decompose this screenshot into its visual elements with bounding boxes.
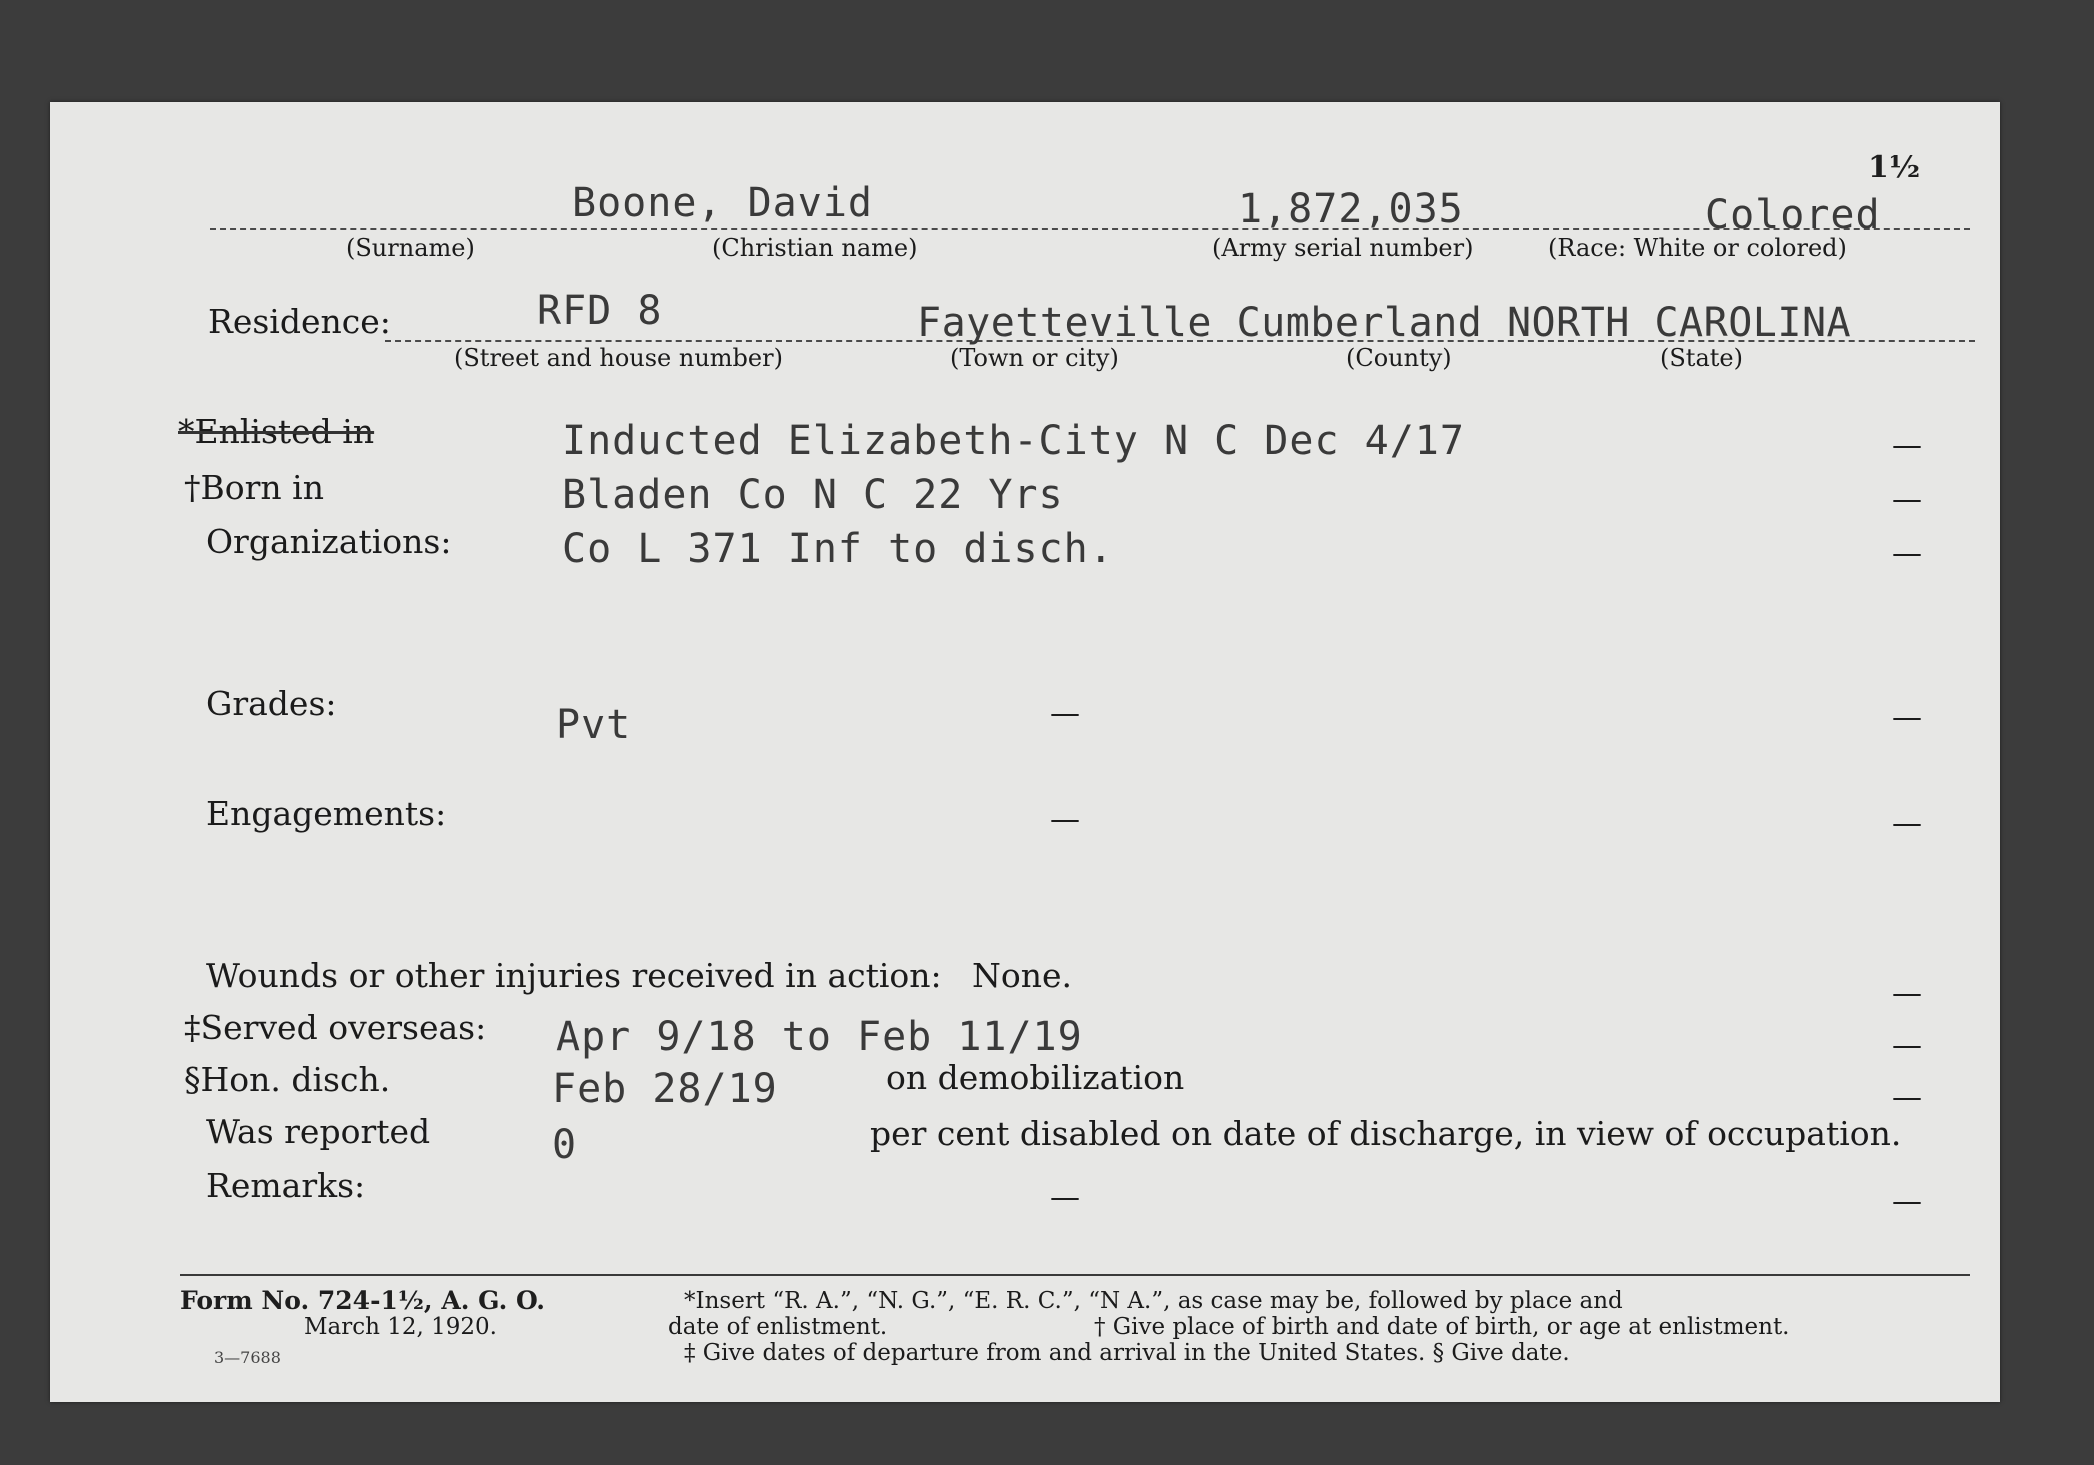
born-value: Bladen Co N C 22 Yrs — [562, 472, 1064, 518]
caption-surname: (Surname) — [346, 234, 475, 262]
draft-record-card — [50, 102, 2000, 1402]
surname-name-value: Boone, David — [572, 180, 873, 226]
race-value: Colored — [1705, 192, 1881, 238]
organizations-dash: — — [1892, 536, 1922, 571]
enlisted-value: Inducted Elizabeth-City N C Dec 4/17 — [562, 418, 1465, 464]
caption-county: (County) — [1346, 344, 1452, 372]
hon-disch-suffix: on demobilization — [886, 1058, 1185, 1097]
remarks-label: Remarks: — [206, 1166, 366, 1205]
organizations-value: Co L 371 Inf to disch. — [562, 526, 1114, 572]
enlisted-label: *Enlisted in — [178, 412, 375, 451]
caption-serial-number: (Army serial number) — [1212, 234, 1474, 262]
caption-state: (State) — [1660, 344, 1743, 372]
footnote-line-3: ‡ Give dates of departure from and arrival in the United States. § Give date. — [684, 1340, 1570, 1366]
was-reported-value: 0 — [552, 1122, 578, 1168]
form-date: March 12, 1920. — [304, 1314, 497, 1340]
grades-label: Grades: — [206, 684, 337, 723]
remarks-dash: — — [1892, 1184, 1922, 1219]
corner-number: 1½ — [1868, 150, 1921, 185]
born-label: †Born in — [184, 468, 324, 507]
hon-disch-dash: — — [1892, 1080, 1922, 1115]
wounds-dash: — — [1892, 976, 1922, 1011]
wounds-label: Wounds or other injuries received in action: — [206, 956, 942, 995]
grades-value: Pvt — [556, 702, 632, 748]
was-reported-label: Was reported — [206, 1112, 431, 1151]
footer-divider — [180, 1274, 1970, 1276]
hon-disch-label: §Hon. disch. — [184, 1060, 391, 1099]
residence-town-county-state-value: Fayetteville Cumberland NORTH CAROLINA — [917, 300, 1852, 346]
caption-christian-name: (Christian name) — [712, 234, 918, 262]
header-line — [210, 228, 1970, 230]
engagements-label: Engagements: — [206, 794, 447, 833]
caption-street: (Street and house number) — [454, 344, 783, 372]
footnote-line-2b: † Give place of birth and date of birth, or age at enlistment. — [1094, 1314, 1790, 1340]
footnote-line-2a: date of enlistment. — [668, 1314, 888, 1340]
grades-dash: — — [1892, 700, 1922, 735]
served-overseas-dash: — — [1892, 1028, 1922, 1063]
residence-label: Residence: — [208, 302, 391, 341]
grades-mid-dash: — — [1050, 696, 1080, 731]
organizations-label: Organizations: — [206, 522, 452, 561]
form-number: Form No. 724-1½, A. G. O. — [180, 1286, 546, 1315]
print-code: 3—7688 — [214, 1348, 281, 1367]
engagements-mid-dash: — — [1050, 802, 1080, 837]
served-overseas-label: ‡Served overseas: — [184, 1008, 487, 1047]
serial-number-value: 1,872,035 — [1238, 186, 1464, 232]
served-overseas-value: Apr 9/18 to Feb 11/19 — [556, 1014, 1083, 1060]
hon-disch-value: Feb 28/19 — [552, 1066, 778, 1112]
wounds-value: None. — [972, 956, 1073, 995]
enlisted-dash: — — [1892, 428, 1922, 463]
residence-street-value: RFD 8 — [537, 288, 663, 334]
footnote-line-1: *Insert “R. A.”, “N. G.”, “E. R. C.”, “N A.”, as case may be, followed by place and — [684, 1288, 1623, 1314]
was-reported-suffix: per cent disabled on date of discharge, in view of occupation. — [870, 1114, 1902, 1153]
caption-town: (Town or city) — [950, 344, 1119, 372]
caption-race: (Race: White or colored) — [1548, 234, 1847, 262]
born-dash: — — [1892, 482, 1922, 517]
engagements-dash: — — [1892, 806, 1922, 841]
remarks-mid-dash: — — [1050, 1180, 1080, 1215]
